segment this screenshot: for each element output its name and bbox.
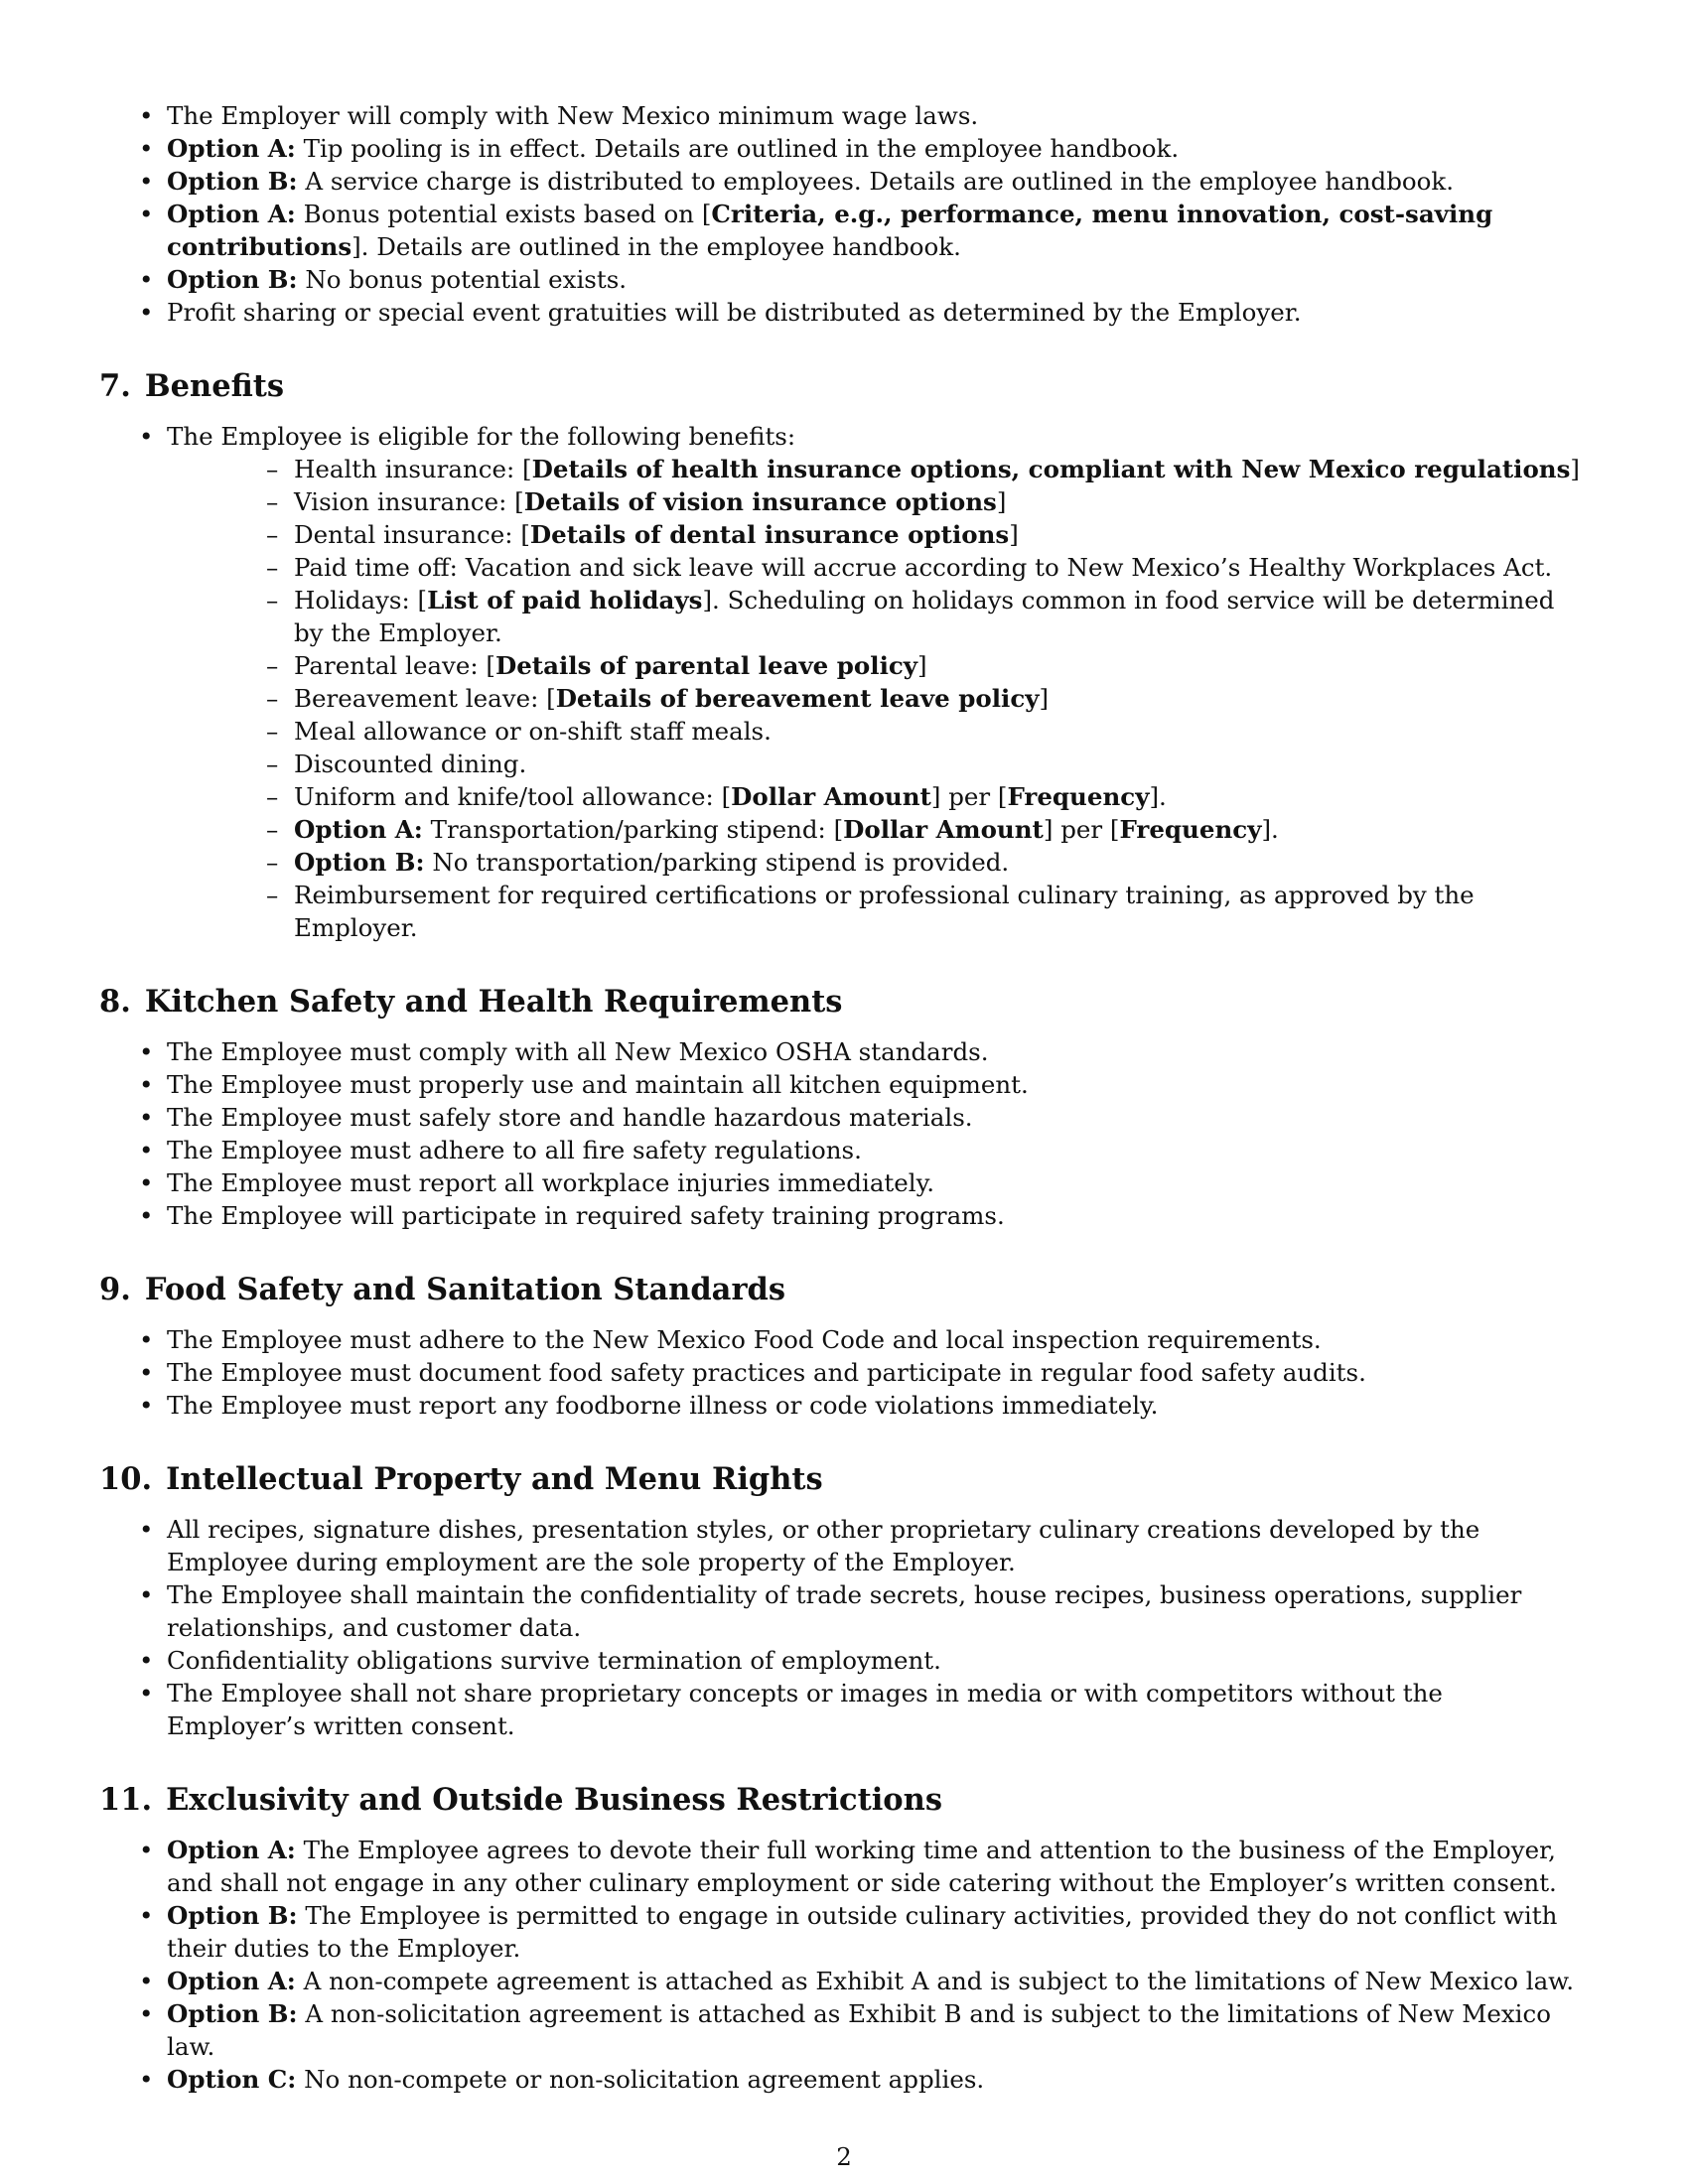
exclusivity-list xyxy=(99,1834,1589,2096)
sub-list-item: – Parental leave: [Details of parental leave policy] xyxy=(234,649,1589,682)
list-item: • The Employee must document food safety practices and participate in regular food safety audits. xyxy=(99,1356,1589,1389)
list-item: • The Employee is eligible for the following benefits: – Health insurance: [Details of health insurance options, compliant with New Mexico regulations] – Vision insurance: [Details of vision insurance options] – Dental insurance: [Details of dental insurance options] – Paid time off: Vacation and sick leave will accrue according to New Mexico’s Healthy Workplaces Act. – Holidays: [List of paid holidays]. Scheduling on holidays common in food service will be determined by the Employer. – Parental leave: [Details of parental leave policy] – Bereavement leave: [Details of bereavement leave policy] – Meal allowance or on-shift staff meals. – Discounted dining. – Uniform and knife/tool allowance: [Dollar Amount] per [Frequency]. – Option A: Transportation/parking stipend: [Dollar Amount] per [Frequency]. – Option B: No transportation/parking stipend is provided. – Reimbursement for required certifications or professional culinary training, as approved by the Employer. xyxy=(99,420,1589,944)
list-item: • Option B: A non-solicitation agreement is attached as Exhibit B and is subject to the limitations of New Mexico law. xyxy=(99,1997,1589,2063)
section-heading-exclusivity: 11. Exclusivity and Outside Business Restrictions xyxy=(99,1782,942,1818)
list-item: • Option B: No bonus potential exists. xyxy=(99,263,1589,296)
list-item: • Option B: The Employee is permitted to engage in outside culinary activities, provided they do not conflict with their duties to the Employer. xyxy=(99,1899,1589,1965)
list-item: • Option A: A non-compete agreement is attached as Exhibit A and is subject to the limitations of New Mexico law. xyxy=(99,1965,1589,1997)
list-item: • The Employee will participate in required safety training programs. xyxy=(99,1199,1589,1232)
list-item: • The Employee must report any foodborne illness or code violations immediately. xyxy=(99,1389,1589,1422)
list-item: • Confidentiality obligations survive termination of employment. xyxy=(99,1644,1589,1677)
list-item: • The Employee must adhere to all fire safety regulations. xyxy=(99,1134,1589,1166)
list-item: • The Employee must adhere to the New Mexico Food Code and local inspection requirements. xyxy=(99,1323,1589,1356)
list-item: • The Employee shall not share proprietary concepts or images in media or with competitors without the Employer’s written consent. xyxy=(99,1677,1589,1742)
section-heading-benefits: 7. Benefits xyxy=(99,368,285,404)
sub-list-item: – Dental insurance: [Details of dental insurance options] xyxy=(234,518,1589,551)
list-item: • Option A: Tip pooling is in effect. Details are outlined in the employee handbook. xyxy=(99,132,1589,165)
page-number: 2 xyxy=(836,2142,852,2171)
list-item: • The Employee must properly use and maintain all kitchen equipment. xyxy=(99,1068,1589,1101)
section-heading-food-safety: 9. Food Safety and Sanitation Standards xyxy=(99,1272,786,1307)
list-item: • Option A: Bonus potential exists based on [Criteria, e.g., performance, menu innovation, cost-saving contributions]. Details are outlined in the employee handbook. xyxy=(99,198,1589,263)
list-item: • The Employer will comply with New Mexico minimum wage laws. xyxy=(99,99,1589,132)
sub-list-item: – Meal allowance or on-shift staff meals. xyxy=(234,715,1589,748)
sub-list-item: – Bereavement leave: [Details of bereavement leave policy] xyxy=(234,682,1589,715)
list-item: • All recipes, signature dishes, presentation styles, or other proprietary culinary creations developed by the Employee during employment are the sole property of the Employer. xyxy=(99,1513,1589,1578)
sub-list-item: – Holidays: [List of paid holidays]. Scheduling on holidays common in food service will be determined by the Employer. xyxy=(234,584,1589,649)
list-item: • Profit sharing or special event gratuities will be distributed as determined by the Employer. xyxy=(99,296,1589,329)
sub-list-item: – Paid time off: Vacation and sick leave will accrue according to New Mexico’s Healthy Workplaces Act. xyxy=(234,551,1589,584)
list-item: • Option B: A service charge is distributed to employees. Details are outlined in the employee handbook. xyxy=(99,165,1589,198)
list-item: • The Employee must comply with all New Mexico OSHA standards. xyxy=(99,1035,1589,1068)
sub-list-item: – Uniform and knife/tool allowance: [Dollar Amount] per [Frequency]. xyxy=(234,780,1589,813)
section-heading-intellectual-property: 10. Intellectual Property and Menu Rights xyxy=(99,1461,823,1497)
kitchen-safety-list xyxy=(99,1035,1589,1232)
benefits-list xyxy=(99,420,1589,944)
sub-list-item: – Discounted dining. xyxy=(234,748,1589,780)
list-item: • Option A: The Employee agrees to devote their full working time and attention to the business of the Employer, and shall not engage in any other culinary employment or side catering without the Employer’s written consent. xyxy=(99,1834,1589,1899)
sub-list-item: – Vision insurance: [Details of vision insurance options] xyxy=(234,485,1589,518)
sub-list-item: – Health insurance: [Details of health insurance options, compliant with New Mexico regulations] xyxy=(234,453,1589,485)
section-heading-kitchen-safety: 8. Kitchen Safety and Health Requirements xyxy=(99,984,843,1020)
sub-list-item: – Reimbursement for required certifications or professional culinary training, as approved by the Employer. xyxy=(234,879,1589,944)
food-safety-list xyxy=(99,1323,1589,1422)
page-content xyxy=(99,99,1589,2096)
compensation-list xyxy=(99,99,1589,329)
list-item: • Option C: No non-compete or non-solicitation agreement applies. xyxy=(99,2063,1589,2096)
list-item: • The Employee must report all workplace injuries immediately. xyxy=(99,1166,1589,1199)
sub-list-item: – Option B: No transportation/parking stipend is provided. xyxy=(234,846,1589,879)
list-item: • The Employee must safely store and handle hazardous materials. xyxy=(99,1101,1589,1134)
benefits-sublist xyxy=(167,453,1589,944)
list-item: • The Employee shall maintain the confidentiality of trade secrets, house recipes, business operations, supplier relationships, and customer data. xyxy=(99,1578,1589,1644)
sub-list-item: – Option A: Transportation/parking stipend: [Dollar Amount] per [Frequency]. xyxy=(234,813,1589,846)
intellectual-property-list xyxy=(99,1513,1589,1742)
